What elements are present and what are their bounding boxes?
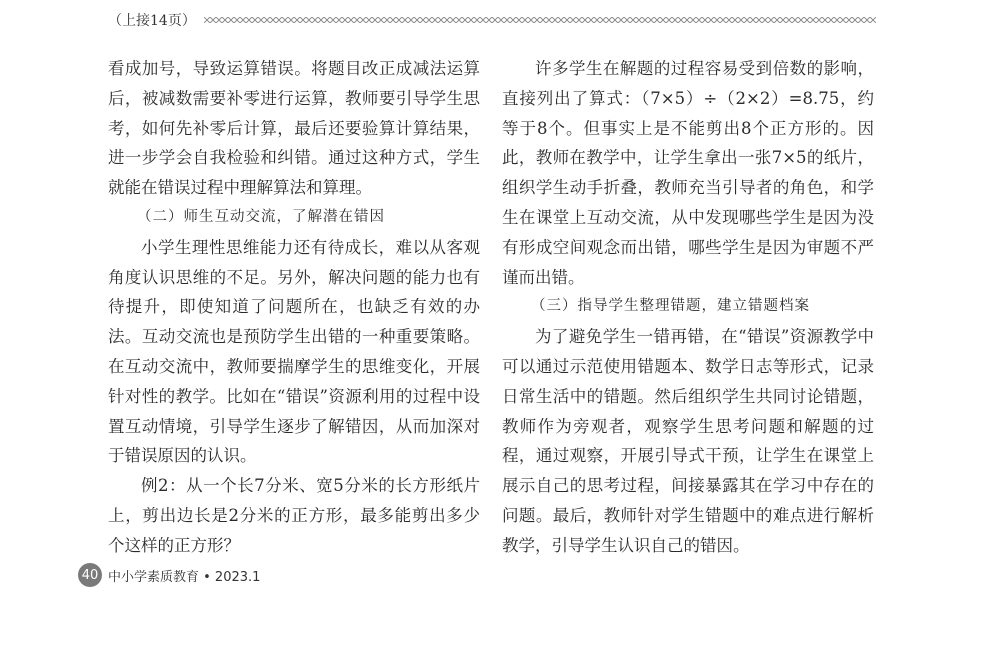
- page-footer: [78, 563, 260, 587]
- header-decorative-rule: [204, 16, 876, 24]
- paragraph: 看成加号，导致运算错误。将题目改正成减法运算后，被减数需要补零进行运算，教师要引导学生思考，如何先补零后计算，最后还要验算计算结果，进一步学会自我检验和纠错。通过这种方式，学生就能在错误过程中理解算法和算理。: [108, 59, 480, 198]
- continued-from-label: （上接14页）: [108, 13, 196, 29]
- page-number-badge: 40: [78, 563, 102, 587]
- paragraph: 为了避免学生一错再错，在“错误”资源教学中可以通过示范使用错题本、数学日志等形式，记录日常生活中的错题。然后组织学生共同讨论错题，教师作为旁观者，观察学生思考问题和解题的过程，通过观察，开展引导式干预，让学生在课堂上展示自己的思考过程，间接暴露其在学习中存在的问题。最后，教师针对学生错题中的难点进行解析教学，引导学生认识自己的错因。: [502, 327, 874, 555]
- right-column: [502, 54, 874, 561]
- journal-name: 中小学素质教育 • 2023.1: [108, 569, 261, 585]
- left-column: [108, 54, 480, 561]
- running-header: [108, 10, 876, 30]
- paragraph: 小学生理性思维能力还有待成长，难以从客观角度认识思维的不足。另外，解决问题的能力也有待提升，即使知道了问题所在，也缺乏有效的办法。互动交流也是预防学生出错的一种重要策略。在互动交流中，教师要揣摩学生的思维变化，开展针对性的教学。比如在“错误”资源利用的过程中设置互动情境，引导学生逐步了解错因，从而加深对于错误原因的认识。: [108, 237, 480, 466]
- section-heading: （三）指导学生整理错题，建立错题档案: [531, 298, 810, 315]
- section-heading: （二）师生互动交流，了解潜在错因: [137, 208, 385, 225]
- example-paragraph: 例2：从一个长7分米、宽5分米的长方形纸片上，剪出边长是2分米的正方形，最多能剪出多少个这样的正方形？: [108, 476, 480, 555]
- paragraph: 许多学生在解题的过程容易受到倍数的影响，直接列出了算式：（7×5）÷（2×2）=8.75，约等于8个。但事实上是不能剪出8个正方形的。因此，教师在教学中，让学生拿出一张7×5的纸片，组织学生动手折叠，教师充当引导者的角色，和学生在课堂上互动交流，从中发现哪些学生是因为没有形成空间观念而出错，哪些学生是因为审题不严谨而出错。: [502, 59, 874, 287]
